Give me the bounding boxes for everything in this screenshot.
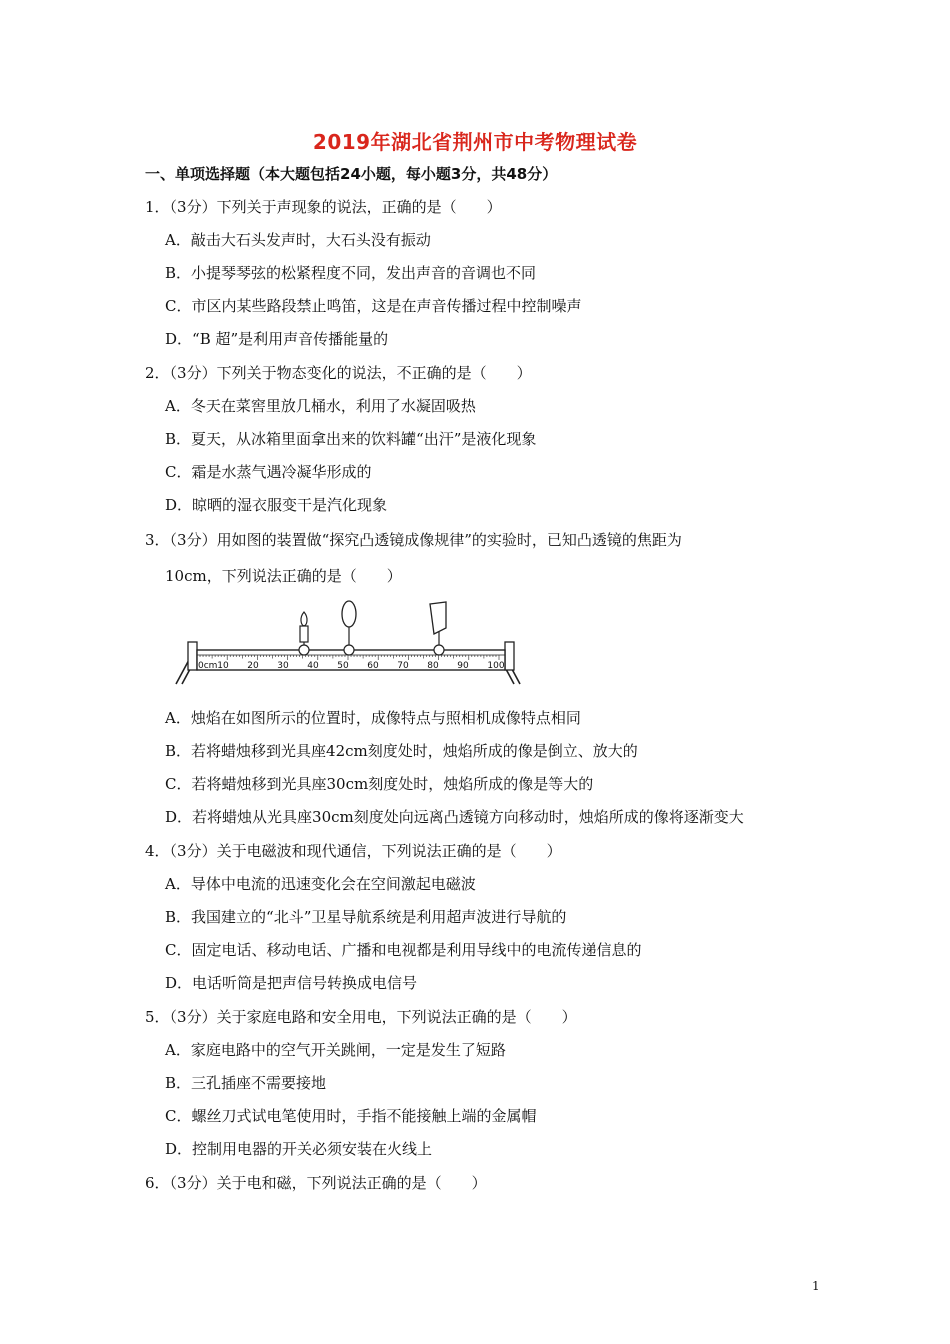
tick-label-30: 30	[277, 661, 289, 671]
section-heading: 一、单项选择题（本大题包括24小题，每小题3分，共48分）	[145, 165, 558, 183]
page-number: 1	[812, 1279, 820, 1293]
question-4-option-b: B．我国建立的“北斗”卫星导航系统是利用超声波进行导航的	[165, 908, 567, 926]
question-3-option-a: A．烛焰在如图所示的位置时，成像特点与照相机成像特点相同	[165, 709, 581, 727]
question-4-option-c: C．固定电话、移动电话、广播和电视都是利用导线中的电流传递信息的	[165, 941, 642, 959]
ruler-unit-label: 0cm	[198, 661, 218, 671]
question-1-option-a: A．敲击大石头发声时，大石头没有振动	[165, 231, 431, 249]
question-2-option-a: A．冬天在菜窖里放几桶水，利用了水凝固吸热	[165, 397, 476, 415]
question-5-option-b: B．三孔插座不需要接地	[165, 1074, 327, 1092]
question-1-option-c: C．市区内某些路段禁止鸣笛，这是在声音传播过程中控制噪声	[165, 297, 582, 315]
tick-label-80: 80	[427, 661, 439, 671]
question-5-stem: 5．（3分）关于家庭电路和安全用电，下列说法正确的是（ ）	[145, 1008, 577, 1026]
question-3-stem-continued: 10cm，下列说法正确的是（ ）	[165, 567, 402, 585]
question-5-option-d: D．控制用电器的开关必须安装在火线上	[165, 1140, 433, 1158]
question-4-stem: 4．（3分）关于电磁波和现代通信，下列说法正确的是（ ）	[145, 842, 562, 860]
left-end-post	[188, 642, 197, 670]
tick-label-50: 50	[337, 661, 349, 671]
question-2-option-b: B．夏天，从冰箱里面拿出来的饮料罐“出汗”是液化现象	[165, 430, 537, 448]
convex-lens	[342, 601, 356, 655]
optical-bench-figure	[168, 598, 528, 690]
question-4-option-d: D．电话听筒是把声信号转换成电信号	[165, 974, 418, 992]
tick-label-20: 20	[247, 661, 259, 671]
question-1-option-b: B．小提琴琴弦的松紧程度不同，发出声音的音调也不同	[165, 264, 537, 282]
tick-label-60: 60	[367, 661, 379, 671]
question-1-stem: 1．（3分）下列关于声现象的说法，正确的是（ ）	[145, 198, 502, 216]
question-2-option-d: D．晾晒的湿衣服变干是汽化现象	[165, 496, 388, 514]
right-end-post	[505, 642, 514, 670]
question-3-option-c: C．若将蜡烛移到光具座30cm刻度处时，烛焰所成的像是等大的	[165, 775, 594, 793]
question-5-option-a: A．家庭电路中的空气开关跳闸，一定是发生了短路	[165, 1041, 506, 1059]
tick-label-40: 40	[307, 661, 319, 671]
question-6-stem: 6．（3分）关于电和磁，下列说法正确的是（ ）	[145, 1174, 487, 1192]
tick-label-10: 10	[217, 661, 229, 671]
page-title: 2019年湖北省荆州市中考物理试卷	[312, 130, 638, 154]
question-4-option-a: A．导体中电流的迅速变化会在空间激起电磁波	[165, 875, 476, 893]
tick-label-100: 100	[487, 661, 505, 671]
question-2-option-c: C．霜是水蒸气遇冷凝华形成的	[165, 463, 372, 481]
question-3-option-b: B．若将蜡烛移到光具座42cm刻度处时，烛焰所成的像是倒立、放大的	[165, 742, 638, 760]
tick-label-70: 70	[397, 661, 409, 671]
question-3-stem: 3．（3分）用如图的装置做“探究凸透镜成像规律”的实验时，已知凸透镜的焦距为	[145, 531, 682, 549]
question-2-stem: 2．（3分）下列关于物态变化的说法，不正确的是（ ）	[145, 364, 532, 382]
question-5-option-c: C．螺丝刀式试电笔使用时，手指不能接触上端的金属帽	[165, 1107, 537, 1125]
question-3-option-d: D．若将蜡烛从光具座30cm刻度处向远离凸透镜方向移动时，烛焰所成的像将逐渐变大	[165, 808, 744, 826]
tick-label-90: 90	[457, 661, 469, 671]
light-screen	[430, 602, 446, 655]
candle	[299, 612, 309, 655]
question-1-option-d: D．“B 超”是利用声音传播能量的	[165, 330, 389, 348]
